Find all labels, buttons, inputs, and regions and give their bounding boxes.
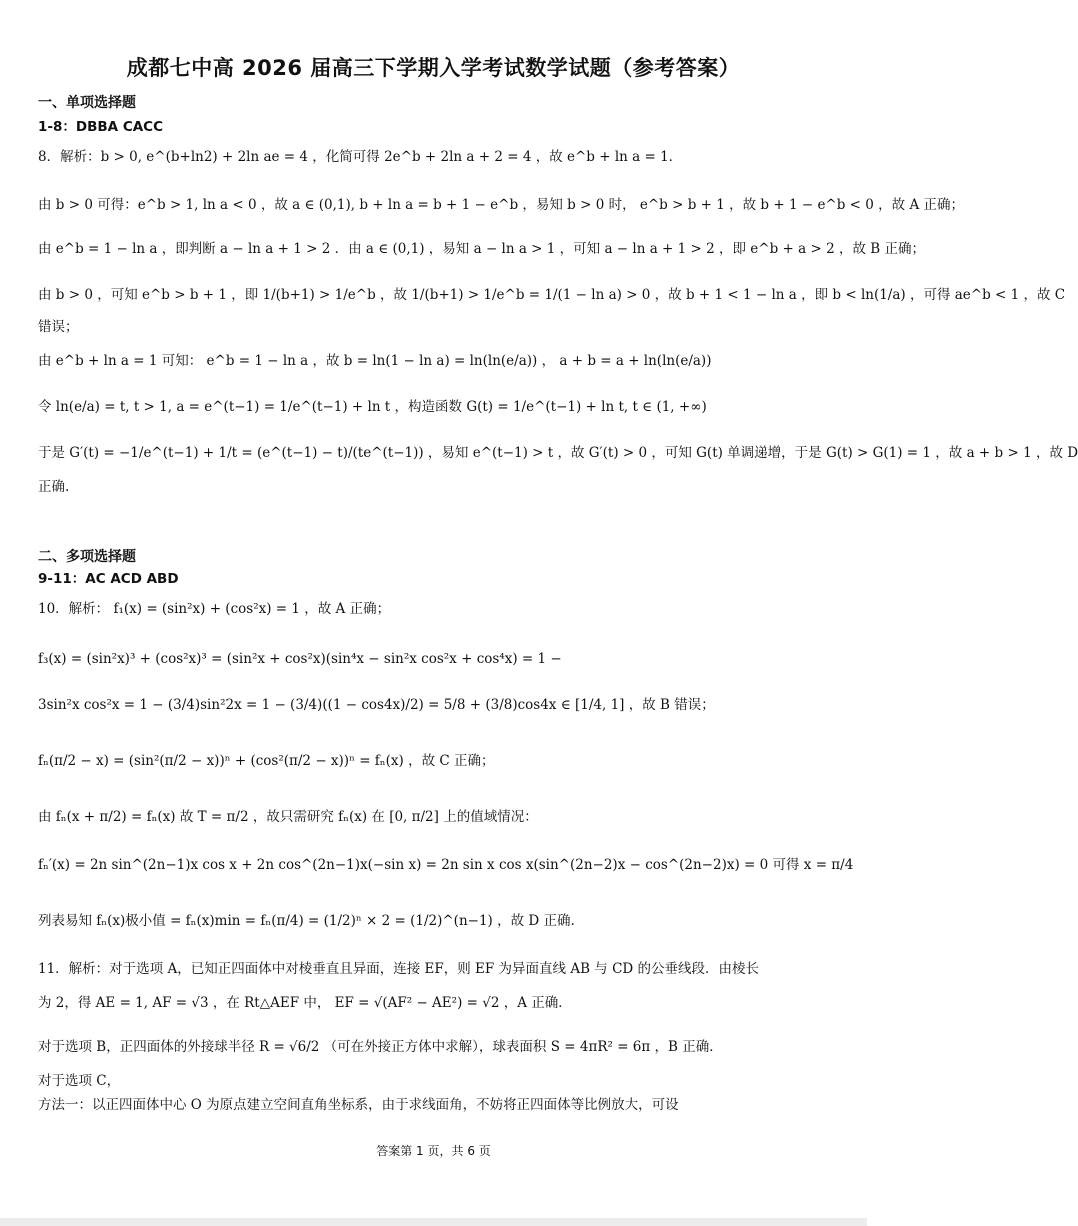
answer-line: 对于选项 C， (38, 1073, 121, 1089)
answer-line: 10．解析： f₁(x) = (sin²x) + (cos²x) = 1 ，故 A 正确； (38, 601, 391, 617)
answer-line: 由 b > 0 可得：e^b > 1, ln a < 0 ，故 a ∈ (0,1), b + ln a = b + 1 − e^b ，易知 b > 0 时， e^b > b + 1 ，故 b + 1 − e^b < 0 ，故 A 正确； (38, 197, 964, 213)
answer-line: 1-8：DBBA CACC (38, 119, 163, 135)
answer-line: 为 2，得 AE = 1, AF = √3 ，在 Rt△AEF 中， EF = √(AF² − AE²) = √2 ，A 正确． (38, 995, 572, 1011)
answer-line: 令 ln(e/a) = t, t > 1, a = e^(t−1) = 1/e^(t−1) + ln t ，构造函数 G(t) = 1/e^(t−1) + ln t, t ∈ (1, +∞) (38, 399, 707, 415)
answer-line: 由 e^b + ln a = 1 可知： e^b = 1 − ln a ，故 b = ln(1 − ln a) = ln(ln(e/a)) ， a + b = a + ln(ln(e/a)) (38, 353, 712, 369)
answer-line: 由 e^b = 1 − ln a ，即判断 a − ln a + 1 > 2 ．由 a ∈ (0,1) ，易知 a − ln a > 1 ，可知 a − ln a + 1 > 2 ，即 e^b + a > 2 ，故 B 正确； (38, 241, 925, 257)
section-heading-multi-choice: 二、多项选择题 (38, 549, 136, 565)
answer-line: 错误； (38, 319, 79, 335)
answer-line: 方法一：以正四面体中心 O 为原点建立空间直角坐标系，由于求线面角，不妨将正四面体等比例放大，可设 (38, 1097, 679, 1113)
answer-line: 9-11：AC ACD ABD (38, 571, 179, 587)
page-title: 成都七中高 2026 届高三下学期入学考试数学试题（参考答案） (126, 56, 741, 80)
answer-line: fₙ(π/2 − x) = (sin²(π/2 − x))ⁿ + (cos²(π/2 − x))ⁿ = fₙ(x) ，故 C 正确； (38, 753, 495, 769)
answer-line: 正确. (38, 479, 70, 495)
answer-line: 对于选项 B，正四面体的外接球半径 R = √6/2 （可在外接正方体中求解），球表面积 S = 4πR² = 6π ，B 正确． (38, 1039, 723, 1055)
answer-line: 由 fₙ(x + π/2) = fₙ(x) 故 T = π/2 ，故只需研究 fₙ(x) 在 [0, π/2] 上的值域情况： (38, 809, 538, 825)
answer-line: 于是 G′(t) = −1/e^(t−1) + 1/t = (e^(t−1) − t)/(te^(t−1)) ，易知 e^(t−1) > t ，故 G′(t) > 0 ，可知 G(t) 单调递增，于是 G(t) > G(1) = 1 ，故 a + b > 1 ，故 D (38, 445, 1078, 461)
section-heading-single-choice: 一、单项选择题 (38, 95, 136, 111)
answer-line: 3sin²x cos²x = 1 − (3/4)sin²2x = 1 − (3/4)((1 − cos4x)/2) = 5/8 + (3/8)cos4x ∈ [1/4, 1] ，故 B 错误； (38, 697, 715, 713)
answer-line: 列表易知 fₙ(x)极小值 = fₙ(x)min = fₙ(π/4) = (1/2)ⁿ × 2 = (1/2)^(n−1) ，故 D 正确. (38, 913, 575, 929)
page-bottom-edge (0, 1218, 867, 1226)
answer-line: fₙ′(x) = 2n sin^(2n−1)x cos x + 2n cos^(2n−1)x(−sin x) = 2n sin x cos x(sin^(2n−2)x − cos^(2n−2)x) = 0 可得 x = π/4 (38, 857, 854, 873)
answer-line: f₃(x) = (sin²x)³ + (cos²x)³ = (sin²x + cos²x)(sin⁴x − sin²x cos²x + cos⁴x) = 1 − (38, 651, 562, 667)
page-footer: 答案第 1 页，共 6 页 (376, 1144, 491, 1158)
answer-line: 由 b > 0 ，可知 e^b > b + 1 ，即 1/(b+1) > 1/e^b ，故 1/(b+1) > 1/e^b = 1/(1 − ln a) > 0 ，故 b + 1 < 1 − ln a ，即 b < ln(1/a) ，可得 ae^b < 1 ，故 C (38, 287, 1066, 303)
answer-line: 11．解析：对于选项 A，已知正四面体中对棱垂直且异面，连接 EF，则 EF 为异面直线 AB 与 CD 的公垂线段．由棱长 (38, 961, 760, 977)
answer-line: 8．解析：b > 0, e^(b+ln2) + 2ln ae = 4 ，化简可得 2e^b + 2ln a + 2 = 4 ，故 e^b + ln a = 1． (38, 149, 683, 165)
